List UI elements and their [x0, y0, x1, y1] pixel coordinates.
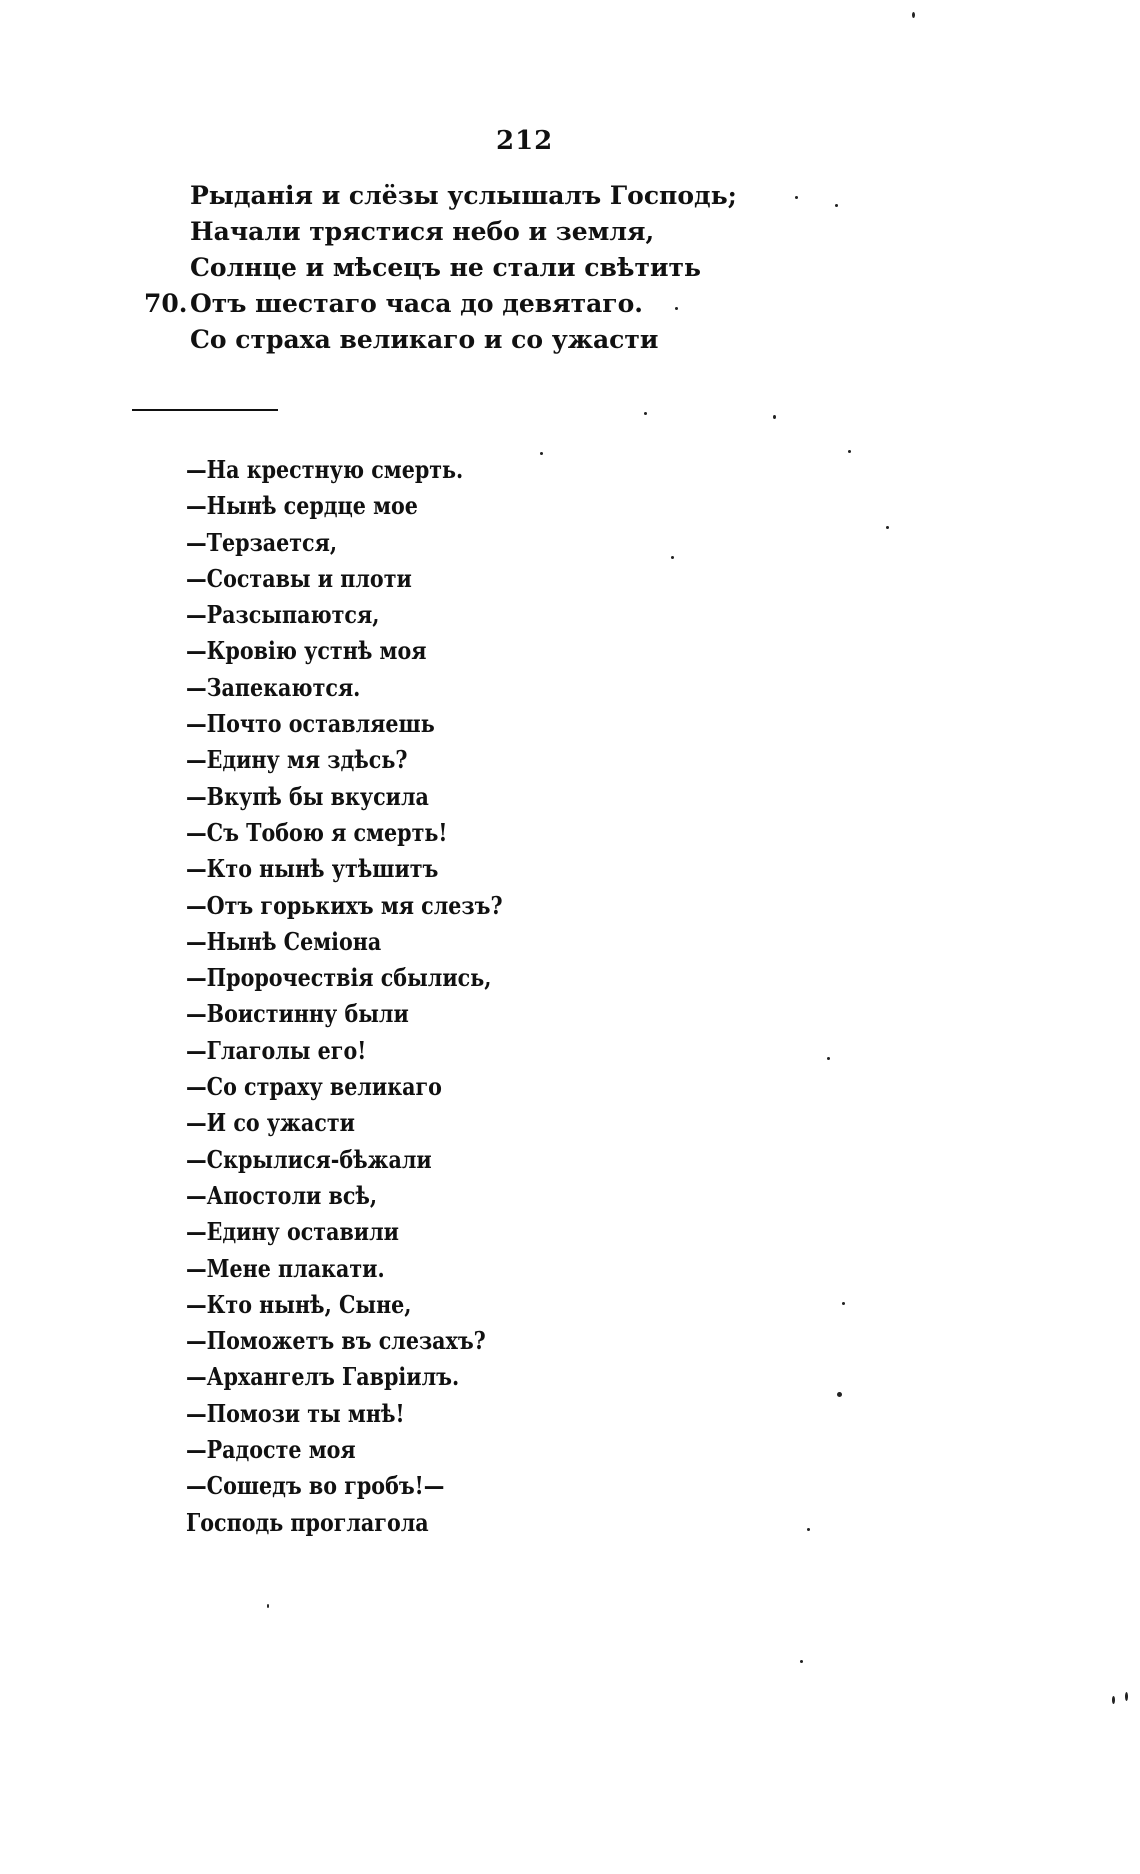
dialogue-line: —И со ужасти — [186, 1108, 355, 1138]
footnote-divider — [132, 409, 278, 411]
dialogue-line: —Глаголы его! — [186, 1035, 367, 1065]
scan-speck — [886, 526, 889, 529]
dialogue-line: Господь проглагола — [186, 1507, 429, 1537]
dialogue-line: —Со страху великаго — [186, 1072, 442, 1102]
dialogue-verses — [186, 452, 503, 1541]
stanza-line — [190, 322, 737, 358]
scan-speck — [848, 450, 851, 453]
scan-speck — [1112, 1696, 1115, 1704]
dialogue-line: —На крестную смерть. — [186, 455, 464, 484]
scan-speck — [1125, 1692, 1128, 1701]
stanza-line — [190, 250, 737, 286]
scan-speck — [807, 1528, 810, 1531]
dialogue-line: —Мене плакати. — [186, 1253, 385, 1283]
dialogue-line: —Сошедъ во гробъ!— — [186, 1471, 445, 1501]
line-number: 70. — [144, 289, 188, 318]
dialogue-line: —Съ Тобою я смерть! — [186, 817, 448, 847]
scan-speck — [671, 556, 674, 559]
stanza-text: Солнце и мѣсецъ не стали свѣтить — [190, 253, 701, 282]
dialogue-line: —Скрылися-бѣжали — [186, 1144, 432, 1174]
scan-speck — [827, 1057, 830, 1060]
scan-speck — [675, 307, 678, 310]
stanza-text: Отъ шестаго часа до девятаго. — [190, 289, 643, 318]
scan-speck — [795, 196, 798, 199]
dialogue-line: —Кто нынѣ, Сыне, — [186, 1289, 412, 1319]
dialogue-line: —Едину мя здѣсь? — [186, 745, 408, 775]
stanza-text: Рыданія и слёзы услышалъ Господь; — [190, 181, 737, 210]
scan-speck — [267, 1604, 269, 1608]
scan-speck — [912, 12, 915, 18]
scan-speck — [837, 1392, 842, 1397]
dialogue-line: —Составы и плоти — [186, 563, 412, 593]
dialogue-line: —Запекаются. — [186, 672, 361, 702]
stanza-text: Со страха великаго и со ужасти — [190, 325, 659, 354]
dialogue-line: —Воистинну были — [186, 999, 409, 1029]
dialogue-line: —Радосте моя — [186, 1435, 356, 1465]
dialogue-line: —Почто оставляешь — [186, 709, 435, 739]
dialogue-line: —Кто нынѣ утѣшитъ — [186, 854, 439, 884]
dialogue-line: —Разсыпаются, — [186, 600, 380, 630]
stanza-line — [190, 214, 737, 250]
dialogue-line: —Помози ты мнѣ! — [186, 1398, 405, 1428]
dialogue-line: —Архангелъ Гавріилъ. — [186, 1362, 460, 1392]
stanza-line — [190, 178, 737, 214]
dialogue-line: —Отъ горькихъ мя слезъ? — [186, 890, 503, 920]
scan-speck — [540, 452, 543, 455]
scan-speck — [842, 1302, 845, 1305]
page-number: 212 — [496, 126, 554, 156]
dialogue-line: —Терзается, — [186, 527, 338, 557]
stanza — [144, 178, 737, 358]
dialogue-line: —Едину оставили — [186, 1217, 399, 1247]
scan-speck — [800, 1660, 803, 1663]
scan-speck — [835, 204, 838, 207]
dialogue-line: —Кровію устнѣ моя — [186, 636, 427, 666]
dialogue-line: —Поможетъ въ слезахъ? — [186, 1326, 486, 1356]
dialogue-line: —Вкупѣ бы вкусила — [186, 781, 429, 811]
dialogue-line: —Нынѣ сердце мое — [186, 491, 418, 521]
scan-speck — [644, 412, 647, 415]
stanza-text: Начали трястися небо и земля, — [190, 217, 655, 246]
stanza-line — [144, 286, 737, 322]
dialogue-line: —Нынѣ Семіона — [186, 926, 382, 956]
scan-speck — [773, 415, 776, 419]
dialogue-line: —Пророчествія сбылись, — [186, 963, 492, 993]
dialogue-line: —Апостоли всѣ, — [186, 1180, 378, 1210]
